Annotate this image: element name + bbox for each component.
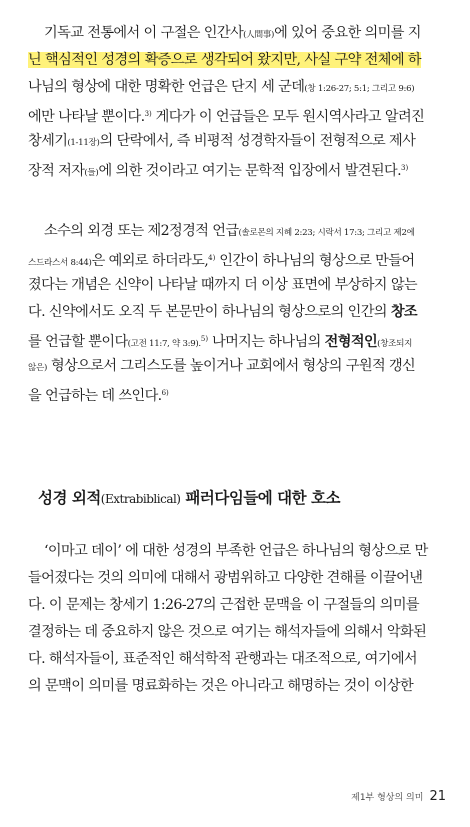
text-line: 다. 신약에서도 오직 두 본문만이 하나님의 형상으로의 인간의 창조 — [28, 304, 418, 320]
paragraph-1 — [28, 20, 448, 182]
footnote-ref: 5) — [200, 335, 209, 343]
text-line: 않은) 형상으로서 그리스도를 높이거나 교회에서 형상의 구원적 갱신 — [28, 358, 416, 374]
page-number: 21 — [429, 789, 446, 804]
page-footer — [351, 789, 446, 804]
text-line: 들어졌다는 것의 의미에 대해서 광범위하고 다양한 견해를 이끌어낸 — [28, 570, 423, 586]
paragraph-3 — [28, 538, 448, 700]
text-line: 나님의 형상에 대한 명확한 언급은 단지 세 군데(창 1:26-27; 5:1; 그리고 9:6) — [28, 79, 415, 95]
text-line: 의 문맥이 의미를 명료화하는 것은 아니라고 해명하는 것이 이상한 — [28, 678, 414, 694]
text-line: 스드라스서 8:44)은 예외로 하더라도,$^{4)}$ 인간이 하나님의 형상으로 만들어 — [28, 253, 415, 269]
text-line: 장적 저자(들)에 의한 것이라고 여기는 문학적 입장에서 발견된다.$^{3)}$ — [28, 163, 409, 179]
text-line: 을 언급하는 데 쓰인다.$^{6)}$ — [28, 388, 169, 404]
text-line: ‘이마고 데이’ 에 대한 성경의 부족한 언급은 하나님의 형상으로 만 — [44, 543, 428, 559]
running-section-title: 제1부 형상의 의미 — [351, 793, 424, 803]
section-heading: 성경 외적(Extrabiblical) 패러다임들에 대한 호소 — [38, 488, 340, 507]
text-line: 소수의 외경 또는 제2정경적 언급(솔로몬의 지혜 2:23; 시락서 17:3; 그리고 제2에 — [44, 223, 415, 239]
text-line: 다. 해석자들이, 표준적인 해석학적 관행과는 대조적으로, 여기에서 — [28, 651, 418, 667]
footnote-ref: 4) — [208, 254, 216, 262]
text-line: 다. 이 문제는 창세기 1:26-27의 근접한 문맥을 이 구절들의 의미를 — [28, 597, 420, 613]
text-line: 결정하는 데 중요하지 않은 것으로 여기는 해석자들에 의해서 악화된 — [28, 624, 427, 640]
footnote-ref: 6) — [161, 389, 169, 397]
text-line: 졌다는 개념은 신약이 나타날 때까지 더 이상 표면에 부상하지 않는 — [28, 277, 418, 293]
text-line: 에만 나타날 뿐이다.$^{3)}$ 게다가 이 언급들은 모두 원시역사라고 알려진 — [28, 109, 425, 125]
footnote-ref: 3) — [144, 110, 152, 118]
text-line: 닌 핵심적인 성경의 확증으로 생각되어 왔지만, 사실 구약 전체에 하 — [28, 52, 421, 68]
text-line: 기독교 전통에서 이 구절은 인간사(人間事)에 있어 중요한 의미를 지 — [44, 25, 421, 41]
footnote-ref: 3) — [401, 164, 409, 172]
text-line: 창세기(1-11장)의 단락에서, 즉 비평적 성경학자들이 전형적으로 제사 — [28, 133, 416, 149]
paragraph-2 — [28, 218, 448, 407]
text-line: 를 언급할 뿐이다(고전 11:7, 약 3:9).$^{5)}$ 나머지는 하나님의 전형적인(창조되지 — [28, 334, 413, 350]
